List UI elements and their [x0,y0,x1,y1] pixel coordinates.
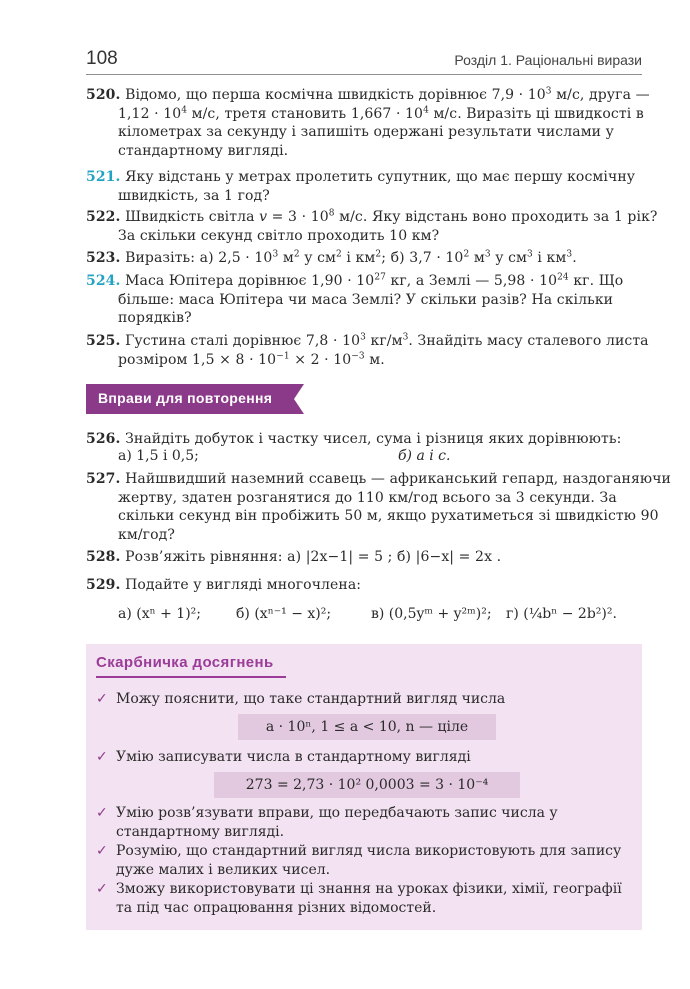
exercise-524 [86,272,674,328]
exercise-number: 525. [86,333,121,349]
achievement-text: Умію записувати числа в стандартному вигляді [116,749,471,765]
header-rule [86,74,642,75]
option-b: б) (xⁿ⁻¹ − x)²; [236,606,332,622]
exercise-522 [86,208,674,245]
exercise-number: 524. [86,273,121,289]
exercise-text: Швидкість світла $v = 3 \cdot 10^8$ м/с. Яку відстань воно проходить за 1 рік? За скільки секунд світло проходить 10 км? [118,208,658,244]
exercise-number: 527. [86,471,121,487]
option-a: а) 1,5 і 0,5; [118,448,199,464]
achievement-text: Можу пояснити, що таке стандартний вигляд числа [116,691,506,707]
checkmark-icon: ✓ [96,805,108,821]
option-c: в) (0,5yᵐ + y²ᵐ)²; [371,606,492,622]
exercise-number: 529. [86,577,121,593]
banner-title: Вправи для повторення [98,390,273,406]
running-head: Розділ 1. Раціональні вирази [454,52,642,68]
exercise-text: Густина сталі дорівнює $7,8 \cdot 10^3$ $кг/м^3$. Знайдіть масу сталевого листа розміром $1,5 \times 8 \cdot 10^{-1} \times 2 \cdot 10^{-3}$ м. [118,332,649,368]
achievement-text: Розумію, що стандартний вигляд числа використовують для запису дуже малих і великих чисел. [116,843,622,878]
exercise-528 [86,548,674,567]
formula-box: a · 10ⁿ, 1 ≤ a < 10, n — ціле [238,714,496,740]
exercise-text: Найшвидший наземний ссавець — африканський гепард, наздоганяючи жертву, здатен розганятися до 110 км/год всього за 3 секунди. За скільки секунд він пробіжить 50 м, якщо рухатиметься зі швидкістю 90 км/год? [118,471,671,543]
exercise-number: 521. [86,169,121,185]
achievements-title: Скарбничка досягнень [96,654,274,671]
exercise-number: 528. [86,549,121,565]
exercise-number: 522. [86,209,121,225]
page-header [86,44,642,74]
achievement-item [96,842,626,879]
exercise-520 [86,86,674,160]
achievement-item [96,880,626,917]
achievement-item [96,804,626,841]
checkmark-icon: ✓ [96,749,108,765]
achievements-title-rule [96,676,286,678]
exercise-525 [86,332,674,369]
achievement-item [96,748,626,767]
exercise-number: 526. [86,431,121,447]
exercise-521 [86,168,674,205]
checkmark-icon: ✓ [96,691,108,707]
exercise-number: 523. [86,250,121,266]
page-number: 108 [86,48,118,69]
exercise-text: Знайдіть добуток і частку чисел, сума і різниця яких дорівнюють: [125,431,622,447]
exercise-text: Яку відстань у метрах пролетить супутник, що має першу космічну швидкість, за 1 год? [118,169,636,204]
checkmark-icon: ✓ [96,843,108,859]
option-a: а) (xⁿ + 1)²; [118,606,202,622]
achievements-box [86,644,642,930]
achievement-text: Умію розв’язувати вправи, що передбачають запис числа у стандартному вигляді. [116,805,558,840]
exercise-527 [86,470,674,544]
exercise-text: Подайте у вигляді многочлена: [125,577,362,593]
section-banner [86,384,304,414]
formula-box: 273 = 2,73 · 10² 0,0003 = 3 · 10⁻⁴ [214,772,520,798]
exercise-number: 520. [86,87,121,103]
exercise-523 [86,249,674,268]
exercise-text: Розв’яжіть рівняння: а) |2x−1| = 5 ; б) |6−x| = 2x . [125,549,502,565]
exercise-text: Маса Юпітера дорівнює $1,90 \cdot 10^{27}$ кг, а Землі — $5,98 \cdot 10^{24}$ кг. Що більше: маса Юпітера чи маса Землі? У скільки разів? На скільки порядків? [118,272,624,326]
checkmark-icon: ✓ [96,881,108,897]
exercise-529 [86,576,674,595]
exercise-text: Виразіть: а) $2,5 \cdot 10^3$ $м^2$ у $см^2$ і $км^2$; б) $3,7 \cdot 10^2$ $м^3$ у $см^3$ і $км^3$. [125,249,577,266]
exercise-text: Відомо, що перша космічна швидкість дорівнює $7,9 \cdot 10^3$ м/с, друга — $1,12 \cdot 10^4$ м/с, третя становить $1,667 \cdot 10^4$ м/с. Виразіть ці швидкості в кілометрах за секунду і запишіть одержані результати числами у стандартному вигляді. [118,86,650,159]
achievement-item [96,690,626,709]
achievement-text: Зможу використовувати ці знання на уроках фізики, хімії, географії та під час опрацювання різних відомостей. [116,881,622,916]
option-b: б) a і c. [398,448,451,464]
option-d: г) (¼bⁿ − 2b²)². [506,606,617,622]
exercise-526 [86,430,674,449]
